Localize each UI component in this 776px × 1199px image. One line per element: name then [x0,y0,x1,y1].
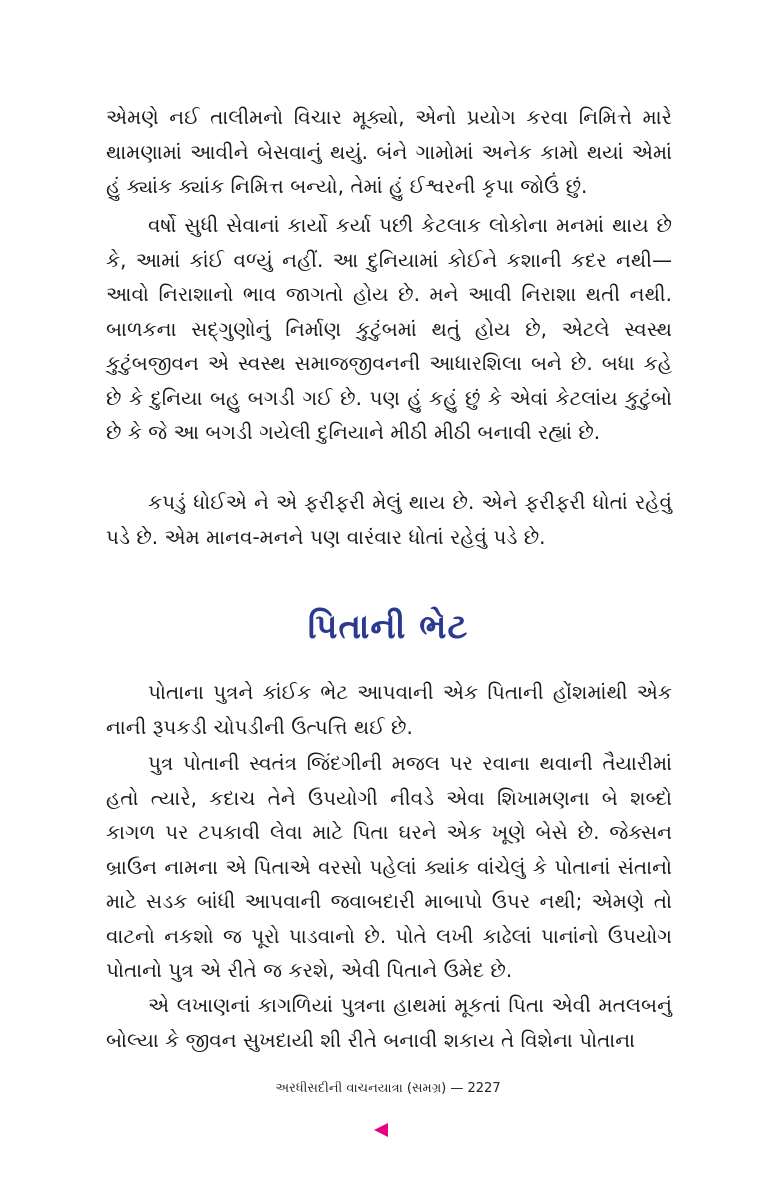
paragraph-2: વર્ષો સુધી સેવાનાં કાર્યો કર્યા પછી કેટલાક લોકોના મનમાં થાય છે કે, આમાં કાંઈ વળ્યું નહીં. આ દુનિયામાં કોઈને કશાની કદર નથી—આવો નિરાશાનો ભાવ જાગતો હોય છે. મને આવી નિરાશા થતી નથી. બાળકના સદ્ગુણોનું નિર્માણ કુટુંબમાં થતું હોય છે, એટલે સ્વસ્થ કુટુંબજીવન એ સ્વસ્થ સમાજજીવનની આધારશિલા બને છે. બધા કહે છે કે દુનિયા બહુ બગડી ગઈ છે. પણ હું કહું છું કે એવાં કેટલાંય કુટુંબો છે કે જે આ બગડી ગયેલી દુનિયાને મીઠી મીઠી બનાવી રહ્યાં છે. [106,213,672,444]
paragraph-5: પુત્ર પોતાની સ્વતંત્ર જિંદગીની મજલ પર રવાના થવાની તૈયારીમાં હતો ત્યારે, કદાચ તેને ઉપયોગી નીવડે એવા શિખામણના બે શબ્દો કાગળ પર ટપકાવી લેવા માટે પિતા ઘરને એક ખૂણે બેસે છે. જેક્સન બ્રાઉન નામના એ પિતાએ વરસો પહેલાં ક્યાંક વાંચેલું કે પોતાનાં સંતાનો માટે સડક બાંધી આપવાની જવાબદારી માબાપો ઉપર નથી; એમણે તો વાટનો નકશો જ પૂરો પાડવાનો છે. પોતે લખી કાઢેલાં પાનાંનો ઉપયોગ પોતાનો પુત્ર એ રીતે જ કરશે, એવી પિતાને ઉમેદ છે. [106,751,672,982]
paragraph-1: એમણે નઈ તાલીમનો વિચાર મૂક્યો, એનો પ્રયોગ કરવા નિમિત્તે મારે થામણામાં આવીને બેસવાનું થયું. બંને ગામોમાં અનેક કામો થયાં એમાં હું ક્યાંક ક્યાંક નિમિત્ત બન્યો, તેમાં હું ઈશ્વરની કૃપા જોઉં છું. [106,105,672,198]
page-footer: અરધીસદીની વાચનયાત્રા (સમગ્ર) — 2227 [275,1081,501,1096]
previous-page-arrow-icon[interactable] [374,1123,388,1137]
paragraph-3: કપડું ધોઈએ ને એ ફરીફરી મેલું થાય છે. એને ફરીફરી ધોતાં રહેવું પડે છે. એમ માનવ-મનને પણ વારંવાર ધોતાં રહેવું પડે છે. [106,490,672,549]
section-heading: પિતાની ભેટ [307,607,469,647]
paragraph-6: એ લખાણનાં કાગળિયાં પુત્રના હાથમાં મૂકતાં પિતા એવી મતલબનું બોલ્યા કે જીવન સુખદાયી શી રીતે બનાવી શકાય તે વિશેના પોતાના [106,993,672,1052]
paragraph-4: પોતાના પુત્રને કાંઈક ભેટ આપવાની એક પિતાની હોંશમાંથી એક નાની રૂપકડી ચોપડીની ઉત્પત્તિ થઈ છે. [106,680,672,739]
